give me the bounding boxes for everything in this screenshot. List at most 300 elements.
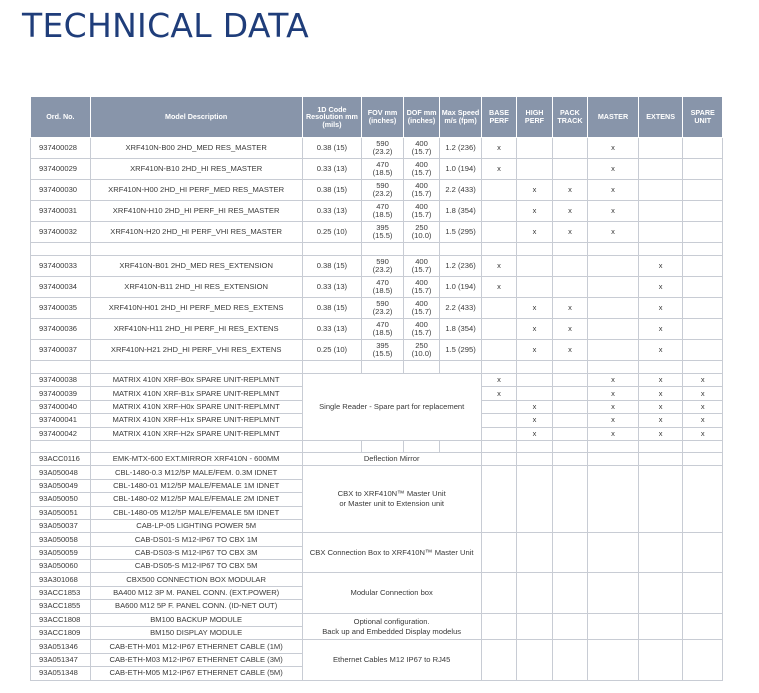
dof — [403, 222, 439, 243]
empty-cell — [481, 573, 516, 613]
empty-cell — [638, 466, 683, 533]
model-description: MATRIX 410N XRF-H2x SPARE UNIT-REPLMNT — [90, 427, 302, 440]
model-description: XRF410N-B00 2HD_MED RES_MASTER — [90, 138, 302, 159]
empty-cell — [638, 243, 683, 256]
empty-cell — [552, 452, 587, 465]
empty-cell — [302, 243, 362, 256]
empty-cell — [683, 452, 723, 465]
base-perf-mark — [481, 340, 516, 361]
base-perf-mark: x — [481, 138, 516, 159]
extens-mark — [638, 180, 683, 201]
order-number: 93ACC1809 — [31, 627, 91, 640]
order-number: 93A050051 — [31, 506, 91, 519]
empty-cell — [588, 640, 639, 680]
extens-mark: x — [638, 277, 683, 298]
max-speed: 2.2 (433) — [440, 298, 482, 319]
empty-cell — [552, 613, 587, 640]
order-number: 93A050060 — [31, 560, 91, 573]
high-perf-mark — [517, 256, 552, 277]
order-number: 93A051347 — [31, 653, 91, 666]
base-perf-mark — [481, 222, 516, 243]
model-description: XRF410N-H11 2HD_HI PERF_HI RES_EXTENS — [90, 319, 302, 340]
empty-cell — [302, 440, 362, 452]
model-description: CAB-ETH-M05 M12-IP67 ETHERNET CABLE (5M) — [90, 667, 302, 680]
high-perf-mark — [517, 374, 552, 387]
master-mark: x — [588, 222, 639, 243]
model-description: CBL-1480-01 M12/5P MALE/FEMALE 1M IDNET — [90, 479, 302, 492]
high-perf-mark — [517, 277, 552, 298]
model-description: CAB-DS03-S M12-IP67 TO CBX 3M — [90, 546, 302, 559]
empty-cell — [683, 640, 723, 680]
code-resolution: 0.33 (13) — [302, 201, 362, 222]
dof — [403, 277, 439, 298]
table-row — [31, 222, 723, 243]
spare-unit-mark — [683, 159, 723, 180]
extens-mark: x — [638, 400, 683, 413]
table-body — [31, 138, 723, 681]
model-description: CAB-DS01-S M12-IP67 TO CBX 1M — [90, 533, 302, 546]
empty-cell — [552, 440, 587, 452]
empty-cell — [683, 243, 723, 256]
extens-mark — [638, 138, 683, 159]
dof-inches: (15.7) — [411, 265, 432, 274]
order-number: 937400041 — [31, 414, 91, 427]
empty-cell — [517, 640, 552, 680]
spacer-row — [31, 243, 723, 256]
order-number: 937400028 — [31, 138, 91, 159]
empty-cell — [481, 466, 516, 533]
fov-value: 395 — [376, 340, 389, 350]
base-perf-mark — [481, 298, 516, 319]
code-resolution: 0.38 (15) — [302, 256, 362, 277]
spare-unit-mark: x — [683, 427, 723, 440]
empty-cell — [552, 573, 587, 613]
empty-cell — [588, 533, 639, 573]
empty-cell — [517, 533, 552, 573]
empty-cell — [31, 361, 91, 374]
header-max-speed: Max Speed m/s (fpm) — [440, 97, 482, 138]
base-perf-mark: x — [481, 374, 516, 387]
order-number: 937400033 — [31, 256, 91, 277]
empty-cell — [683, 466, 723, 533]
order-number: 937400040 — [31, 400, 91, 413]
master-mark — [588, 319, 639, 340]
dof — [403, 201, 439, 222]
code-resolution: 0.38 (15) — [302, 180, 362, 201]
table-row — [31, 613, 723, 626]
pack-track-mark: x — [552, 319, 587, 340]
header-spare-unit: SPARE UNIT — [683, 97, 723, 138]
pack-track-mark — [552, 277, 587, 298]
header-pack-track: PACK TRACK — [552, 97, 587, 138]
master-mark — [588, 277, 639, 298]
extens-mark — [638, 159, 683, 180]
order-number: 937400031 — [31, 201, 91, 222]
empty-cell — [517, 243, 552, 256]
order-number: 937400029 — [31, 159, 91, 180]
spare-note: Single Reader - Spare part for replacement — [302, 374, 481, 441]
order-number: 93A051346 — [31, 640, 91, 653]
fov-inches: (18.5) — [372, 286, 393, 295]
max-speed: 1.0 (194) — [440, 159, 482, 180]
base-perf-mark: x — [481, 256, 516, 277]
empty-cell — [638, 440, 683, 452]
master-mark: x — [588, 387, 639, 400]
fov — [362, 298, 404, 319]
model-description: MATRIX 410N XRF-H1x SPARE UNIT-REPLMNT — [90, 414, 302, 427]
fov — [362, 340, 404, 361]
pack-track-mark — [552, 427, 587, 440]
table-row — [31, 159, 723, 180]
high-perf-mark — [517, 387, 552, 400]
fov-inches: (23.2) — [372, 265, 393, 274]
model-description: CAB-ETH-M03 M12-IP67 ETHERNET CABLE (3M) — [90, 653, 302, 666]
model-description: BA600 M12 5P F. PANEL CONN. (ID-NET OUT) — [90, 600, 302, 613]
empty-cell — [440, 361, 482, 374]
code-resolution: 0.25 (10) — [302, 340, 362, 361]
dof-inches: (15.7) — [411, 307, 432, 316]
dof-inches: (15.7) — [411, 168, 432, 177]
spare-unit-mark — [683, 277, 723, 298]
empty-cell — [403, 361, 439, 374]
order-number: 93ACC1855 — [31, 600, 91, 613]
master-mark — [588, 256, 639, 277]
fov — [362, 201, 404, 222]
high-perf-mark: x — [517, 427, 552, 440]
model-description: XRF410N-H10 2HD_HI PERF_HI RES_MASTER — [90, 201, 302, 222]
pack-track-mark — [552, 159, 587, 180]
order-number: 93A050059 — [31, 546, 91, 559]
model-description: BM100 BACKUP MODULE — [90, 613, 302, 626]
header-fov: FOV mm (inches) — [362, 97, 404, 138]
pack-track-mark — [552, 138, 587, 159]
model-description: BM150 DISPLAY MODULE — [90, 627, 302, 640]
group-note: Deflection Mirror — [302, 452, 481, 465]
dof-value: 250 — [415, 340, 428, 350]
group-note: CBX to XRF410N™ Master Unit or Master unit to Extension unit — [302, 466, 481, 533]
empty-cell — [552, 243, 587, 256]
dof-value: 400 — [415, 319, 428, 329]
max-speed: 1.2 (236) — [440, 256, 482, 277]
master-mark — [588, 298, 639, 319]
table-row — [31, 452, 723, 465]
order-number: 93A050037 — [31, 519, 91, 532]
empty-cell — [588, 466, 639, 533]
dof-value: 400 — [415, 201, 428, 211]
page-title: TECHNICAL DATA — [22, 6, 309, 45]
base-perf-mark: x — [481, 387, 516, 400]
model-description: CBL-1480-02 M12/5P MALE/FEMALE 2M IDNET — [90, 493, 302, 506]
header-dof: DOF mm (inches) — [403, 97, 439, 138]
table-row — [31, 138, 723, 159]
high-perf-mark: x — [517, 319, 552, 340]
order-number: 937400034 — [31, 277, 91, 298]
empty-cell — [517, 466, 552, 533]
table-row — [31, 319, 723, 340]
model-description: XRF410N-H01 2HD_HI PERF_MED RES_EXTENS — [90, 298, 302, 319]
model-description: CBL-1480-0.3 M12/5P MALE/FEM. 0.3M IDNET — [90, 466, 302, 479]
pack-track-mark — [552, 256, 587, 277]
dof-inches: (15.7) — [411, 210, 432, 219]
order-number: 937400039 — [31, 387, 91, 400]
fov-inches: (18.5) — [372, 168, 393, 177]
spare-unit-mark — [683, 201, 723, 222]
fov — [362, 159, 404, 180]
dof — [403, 340, 439, 361]
table-row — [31, 298, 723, 319]
empty-cell — [31, 440, 91, 452]
master-mark: x — [588, 400, 639, 413]
max-speed: 1.0 (194) — [440, 277, 482, 298]
base-perf-mark — [481, 414, 516, 427]
empty-cell — [362, 243, 404, 256]
extens-mark: x — [638, 298, 683, 319]
order-number: 93A301068 — [31, 573, 91, 586]
fov — [362, 256, 404, 277]
order-number: 937400036 — [31, 319, 91, 340]
empty-cell — [481, 243, 516, 256]
empty-cell — [517, 452, 552, 465]
high-perf-mark: x — [517, 400, 552, 413]
order-number: 937400042 — [31, 427, 91, 440]
extens-mark: x — [638, 387, 683, 400]
spare-unit-mark: x — [683, 400, 723, 413]
table-row — [31, 256, 723, 277]
code-resolution: 0.33 (13) — [302, 319, 362, 340]
fov-inches: (18.5) — [372, 210, 393, 219]
empty-cell — [552, 533, 587, 573]
fov-inches: (23.2) — [372, 147, 393, 156]
extens-mark — [638, 201, 683, 222]
fov-inches: (23.2) — [372, 189, 393, 198]
high-perf-mark: x — [517, 298, 552, 319]
fov-inches: (23.2) — [372, 307, 393, 316]
table-row — [31, 277, 723, 298]
empty-cell — [517, 440, 552, 452]
header-resolution: 1D Code Resolution mm (mils) — [302, 97, 362, 138]
pack-track-mark: x — [552, 340, 587, 361]
model-description: MATRIX 410N XRF-H0x SPARE UNIT-REPLMNT — [90, 400, 302, 413]
extens-mark: x — [638, 374, 683, 387]
model-description: XRF410N-H21 2HD_HI PERF_VHI RES_EXTENS — [90, 340, 302, 361]
table-row — [31, 533, 723, 546]
fov-value: 590 — [376, 298, 389, 308]
header-base-perf: BASE PERF — [481, 97, 516, 138]
max-speed: 1.2 (236) — [440, 138, 482, 159]
empty-cell — [638, 613, 683, 640]
fov-value: 470 — [376, 201, 389, 211]
order-number: 937400030 — [31, 180, 91, 201]
group-note: CBX Connection Box to XRF410N™ Master Unit — [302, 533, 481, 573]
model-description: CBL-1480-05 M12/5P MALE/FEMALE 5M IDNET — [90, 506, 302, 519]
dof — [403, 138, 439, 159]
extens-mark: x — [638, 427, 683, 440]
fov-value: 470 — [376, 277, 389, 287]
master-mark: x — [588, 374, 639, 387]
fov — [362, 319, 404, 340]
pack-track-mark: x — [552, 180, 587, 201]
dof-value: 400 — [415, 180, 428, 190]
empty-cell — [90, 440, 302, 452]
dof-inches: (15.7) — [411, 189, 432, 198]
extens-mark: x — [638, 319, 683, 340]
fov-value: 395 — [376, 222, 389, 232]
empty-cell — [362, 361, 404, 374]
high-perf-mark: x — [517, 340, 552, 361]
empty-cell — [638, 361, 683, 374]
high-perf-mark: x — [517, 414, 552, 427]
empty-cell — [552, 466, 587, 533]
empty-cell — [683, 613, 723, 640]
max-speed: 1.8 (354) — [440, 201, 482, 222]
header-master: MASTER — [588, 97, 639, 138]
base-perf-mark — [481, 201, 516, 222]
spacer-row — [31, 440, 723, 452]
code-resolution: 0.25 (10) — [302, 222, 362, 243]
empty-cell — [683, 361, 723, 374]
spare-unit-mark — [683, 298, 723, 319]
code-resolution: 0.33 (13) — [302, 159, 362, 180]
table-row — [31, 573, 723, 586]
fov — [362, 138, 404, 159]
empty-cell — [403, 440, 439, 452]
order-number: 93A050050 — [31, 493, 91, 506]
table-row — [31, 340, 723, 361]
empty-cell — [517, 613, 552, 640]
empty-cell — [481, 440, 516, 452]
dof-value: 400 — [415, 138, 428, 148]
dof — [403, 180, 439, 201]
order-number: 937400038 — [31, 374, 91, 387]
base-perf-mark — [481, 427, 516, 440]
model-description: MATRIX 410N XRF-B0x SPARE UNIT-REPLMNT — [90, 374, 302, 387]
dof-value: 400 — [415, 298, 428, 308]
empty-cell — [552, 361, 587, 374]
order-number: 93A051348 — [31, 667, 91, 680]
model-description: MATRIX 410N XRF-B1x SPARE UNIT-REPLMNT — [90, 387, 302, 400]
dof-value: 250 — [415, 222, 428, 232]
master-mark: x — [588, 159, 639, 180]
empty-cell — [440, 243, 482, 256]
header-model-description: Model Description — [90, 97, 302, 138]
high-perf-mark: x — [517, 201, 552, 222]
order-number: 93ACC0116 — [31, 452, 91, 465]
pack-track-mark: x — [552, 201, 587, 222]
dof-inches: (15.7) — [411, 328, 432, 337]
dof — [403, 319, 439, 340]
master-mark: x — [588, 201, 639, 222]
spare-unit-mark: x — [683, 414, 723, 427]
empty-cell — [638, 640, 683, 680]
high-perf-mark: x — [517, 180, 552, 201]
model-description: EMK-MTX-600 EXT.MIRROR XRF410N - 600MM — [90, 452, 302, 465]
group-note: Ethernet Cables M12 IP67 to RJ45 — [302, 640, 481, 680]
fov — [362, 222, 404, 243]
order-number: 937400032 — [31, 222, 91, 243]
fov — [362, 277, 404, 298]
empty-cell — [302, 361, 362, 374]
pack-track-mark: x — [552, 298, 587, 319]
dof-value: 400 — [415, 256, 428, 266]
dof — [403, 159, 439, 180]
fov-value: 590 — [376, 256, 389, 266]
base-perf-mark: x — [481, 277, 516, 298]
max-speed: 1.5 (295) — [440, 222, 482, 243]
max-speed: 2.2 (433) — [440, 180, 482, 201]
extens-mark — [638, 222, 683, 243]
table-row — [31, 374, 723, 387]
spacer-row — [31, 361, 723, 374]
empty-cell — [683, 440, 723, 452]
empty-cell — [588, 573, 639, 613]
empty-cell — [683, 533, 723, 573]
base-perf-mark: x — [481, 159, 516, 180]
spare-unit-mark — [683, 180, 723, 201]
empty-cell — [638, 573, 683, 613]
empty-cell — [90, 361, 302, 374]
empty-cell — [517, 573, 552, 613]
dof-inches: (15.7) — [411, 147, 432, 156]
technical-data-table — [30, 96, 723, 681]
model-description: CAB-LP-05 LIGHTING POWER 5M — [90, 519, 302, 532]
model-description: CAB-DS05-S M12-IP67 TO CBX 5M — [90, 560, 302, 573]
model-description: BA400 M12 3P M. PANEL CONN. (EXT.POWER) — [90, 586, 302, 599]
base-perf-mark — [481, 180, 516, 201]
empty-cell — [90, 243, 302, 256]
dof-inches: (15.7) — [411, 286, 432, 295]
empty-cell — [481, 640, 516, 680]
master-mark — [588, 340, 639, 361]
base-perf-mark — [481, 400, 516, 413]
order-number: 93A050048 — [31, 466, 91, 479]
table-row — [31, 180, 723, 201]
extens-mark: x — [638, 414, 683, 427]
order-number: 93A050049 — [31, 479, 91, 492]
table-row — [31, 640, 723, 653]
spare-unit-mark — [683, 222, 723, 243]
model-description: XRF410N-B10 2HD_HI RES_MASTER — [90, 159, 302, 180]
empty-cell — [683, 573, 723, 613]
model-description: CAB-ETH-M01 M12-IP67 ETHERNET CABLE (1M) — [90, 640, 302, 653]
fov-value: 470 — [376, 319, 389, 329]
empty-cell — [481, 613, 516, 640]
spare-unit-mark — [683, 319, 723, 340]
order-number: 93ACC1808 — [31, 613, 91, 626]
code-resolution: 0.33 (13) — [302, 277, 362, 298]
group-note: Modular Connection box — [302, 573, 481, 613]
dof — [403, 298, 439, 319]
model-description: XRF410N-B01 2HD_MED RES_EXTENSION — [90, 256, 302, 277]
empty-cell — [638, 533, 683, 573]
dof-inches: (10.0) — [411, 349, 432, 358]
spare-unit-mark — [683, 256, 723, 277]
header-extens: EXTENS — [638, 97, 683, 138]
model-description: XRF410N-H20 2HD_HI PERF_VHI RES_MASTER — [90, 222, 302, 243]
empty-cell — [517, 361, 552, 374]
empty-cell — [481, 361, 516, 374]
empty-cell — [362, 440, 404, 452]
dof-value: 400 — [415, 277, 428, 287]
dof — [403, 256, 439, 277]
empty-cell — [481, 533, 516, 573]
max-speed: 1.5 (295) — [440, 340, 482, 361]
fov-value: 590 — [376, 180, 389, 190]
pack-track-mark — [552, 387, 587, 400]
fov-value: 590 — [376, 138, 389, 148]
empty-cell — [588, 361, 639, 374]
order-number: 93A050058 — [31, 533, 91, 546]
fov — [362, 180, 404, 201]
